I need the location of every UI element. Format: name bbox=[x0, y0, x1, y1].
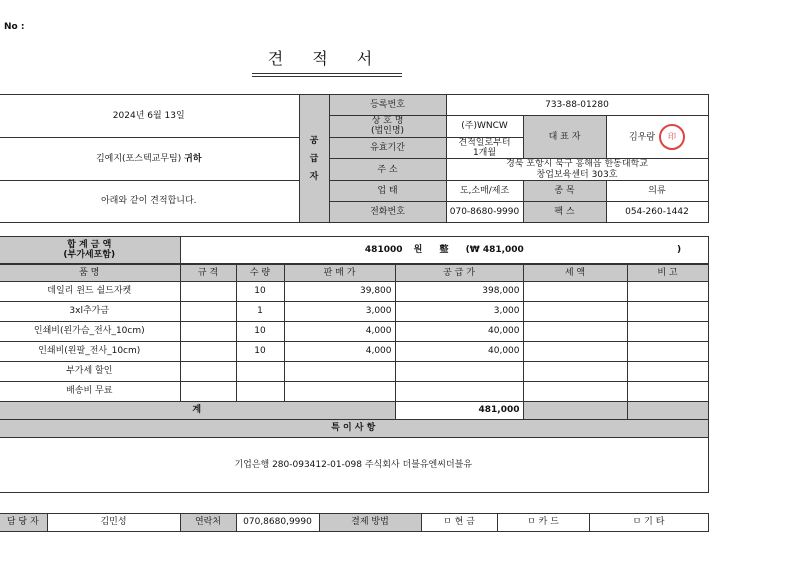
special-notes-label: 특 이 사 항 bbox=[0, 420, 708, 438]
item-supply: 398,000 bbox=[395, 282, 523, 302]
item-tax bbox=[523, 362, 627, 382]
quote-header-table bbox=[0, 94, 709, 223]
item-qty: 10 bbox=[236, 342, 284, 362]
total-krw: (₩ 481,000 bbox=[465, 244, 524, 255]
footer-table bbox=[0, 513, 709, 532]
col-header-tax: 세 액 bbox=[523, 265, 627, 282]
item-name: 인쇄비(왼가슴_전사_10cm) bbox=[0, 322, 180, 342]
document-number-label: No : bbox=[4, 22, 25, 32]
special-notes-header-row bbox=[0, 420, 708, 438]
company-value: (주)WNCW bbox=[446, 116, 523, 138]
subtotal-label: 계 bbox=[0, 402, 395, 420]
subtotal-note bbox=[627, 402, 708, 420]
item-spec bbox=[180, 322, 236, 342]
subtotal-tax bbox=[523, 402, 627, 420]
seal-stamp-icon: 印 bbox=[659, 124, 685, 150]
item-supply: 40,000 bbox=[395, 342, 523, 362]
item-tax bbox=[523, 322, 627, 342]
item-price: 4,000 bbox=[284, 342, 395, 362]
col-header-spec: 규 격 bbox=[180, 265, 236, 282]
fax-value: 054-260-1442 bbox=[606, 202, 708, 223]
rep-label: 대 표 자 bbox=[523, 116, 606, 159]
special-notes-text: 기업은행 280-093412-01-098 주식회사 더블유엔씨더블유 bbox=[0, 438, 708, 493]
item-spec bbox=[180, 382, 236, 402]
total-won: 원 bbox=[413, 244, 423, 255]
business-label: 업 태 bbox=[329, 181, 446, 202]
title-underline bbox=[252, 73, 402, 74]
item-spec bbox=[180, 302, 236, 322]
total-sep: 整 bbox=[439, 244, 449, 255]
item-note bbox=[627, 382, 708, 402]
item-name: 데일리 윈드 쉴드자켓 bbox=[0, 282, 180, 302]
total-amount-cell bbox=[180, 237, 708, 264]
item-supply bbox=[395, 382, 523, 402]
item-label: 종 목 bbox=[523, 181, 606, 202]
document-title: 견 적 서 bbox=[267, 49, 385, 68]
item-price bbox=[284, 382, 395, 402]
rep-cell bbox=[606, 116, 708, 159]
recipient-honorific: 귀하 bbox=[184, 153, 202, 164]
item-qty bbox=[236, 382, 284, 402]
item-note bbox=[627, 342, 708, 362]
item-qty: 10 bbox=[236, 322, 284, 342]
phone-label: 전화번호 bbox=[329, 202, 446, 223]
supplier-side-label: 공 급 자 bbox=[299, 95, 329, 223]
item-price: 3,000 bbox=[284, 302, 395, 322]
item-supply: 3,000 bbox=[395, 302, 523, 322]
table-row bbox=[0, 282, 708, 302]
total-close-paren: ) bbox=[676, 244, 682, 255]
item-note bbox=[627, 282, 708, 302]
col-header-name: 품 명 bbox=[0, 265, 180, 282]
validity-label: 유효기간 bbox=[329, 137, 446, 159]
rep-value: 김우람 bbox=[628, 132, 656, 143]
quote-message: 아래와 같이 견적합니다. bbox=[0, 181, 299, 223]
col-header-qty: 수 량 bbox=[236, 265, 284, 282]
address-value: 경북 포항시 북구 흥해읍 한동대학교 창업보육센터 303호 bbox=[446, 159, 708, 181]
item-note bbox=[627, 302, 708, 322]
items-header-row bbox=[0, 265, 708, 282]
table-row bbox=[0, 342, 708, 362]
item-note bbox=[627, 362, 708, 382]
total-amount-label: 합 계 금 액 (부가세포함) bbox=[0, 237, 180, 264]
manager-label: 담 당 자 bbox=[0, 514, 47, 532]
col-header-price: 판 매 가 bbox=[284, 265, 395, 282]
item-spec bbox=[180, 362, 236, 382]
total-amount-text: 481000 bbox=[364, 244, 403, 255]
item-name: 배송비 무료 bbox=[0, 382, 180, 402]
item-name: 인쇄비(왼팔_전사_10cm) bbox=[0, 342, 180, 362]
manager-value: 김민성 bbox=[47, 514, 180, 532]
recipient-name: 김예지(포스텍교무팀) bbox=[95, 153, 182, 164]
item-spec bbox=[180, 342, 236, 362]
reg-no-label: 등록번호 bbox=[329, 95, 446, 116]
item-price: 39,800 bbox=[284, 282, 395, 302]
item-tax bbox=[523, 382, 627, 402]
title-underline-second bbox=[252, 76, 402, 77]
item-supply: 40,000 bbox=[395, 322, 523, 342]
total-amount-table bbox=[0, 236, 709, 264]
table-row bbox=[0, 362, 708, 382]
reg-no-value: 733-88-01280 bbox=[446, 95, 708, 116]
payment-card-checkbox[interactable]: ㅁ 카 드 bbox=[497, 514, 589, 532]
payment-cash-checkbox[interactable]: ㅁ 현 금 bbox=[421, 514, 497, 532]
item-tax bbox=[523, 302, 627, 322]
col-header-supply: 공 급 가 bbox=[395, 265, 523, 282]
item-qty bbox=[236, 362, 284, 382]
quote-date: 2024년 6월 13일 bbox=[0, 95, 299, 138]
payment-other-checkbox[interactable]: ㅁ 기 타 bbox=[589, 514, 708, 532]
phone-value: 070-8680-9990 bbox=[446, 202, 523, 223]
subtotal-amount: 481,000 bbox=[395, 402, 523, 420]
payment-method-label: 결제 방법 bbox=[319, 514, 421, 532]
validity-value: 견적일로부터 1개월 bbox=[446, 137, 523, 159]
special-notes-row bbox=[0, 438, 708, 493]
table-row bbox=[0, 302, 708, 322]
item-price bbox=[284, 362, 395, 382]
item-note bbox=[627, 322, 708, 342]
contact-value: 070,8680,9990 bbox=[236, 514, 319, 532]
company-label: 상 호 명 (법인명) bbox=[329, 116, 446, 138]
items-table bbox=[0, 264, 709, 493]
table-row bbox=[0, 382, 708, 402]
item-supply bbox=[395, 362, 523, 382]
business-value: 도,소매/제조 bbox=[446, 181, 523, 202]
item-spec bbox=[180, 282, 236, 302]
contact-label: 연락처 bbox=[180, 514, 236, 532]
item-tax bbox=[523, 282, 627, 302]
col-header-note: 비 고 bbox=[627, 265, 708, 282]
item-name: 3xl추가금 bbox=[0, 302, 180, 322]
item-value: 의류 bbox=[606, 181, 708, 202]
recipient-cell bbox=[0, 137, 299, 180]
item-qty: 1 bbox=[236, 302, 284, 322]
item-tax bbox=[523, 342, 627, 362]
table-row bbox=[0, 322, 708, 342]
item-qty: 10 bbox=[236, 282, 284, 302]
subtotal-row bbox=[0, 402, 708, 420]
address-label: 주 소 bbox=[329, 159, 446, 181]
item-name: 부가세 할인 bbox=[0, 362, 180, 382]
fax-label: 팩 스 bbox=[523, 202, 606, 223]
item-price: 4,000 bbox=[284, 322, 395, 342]
